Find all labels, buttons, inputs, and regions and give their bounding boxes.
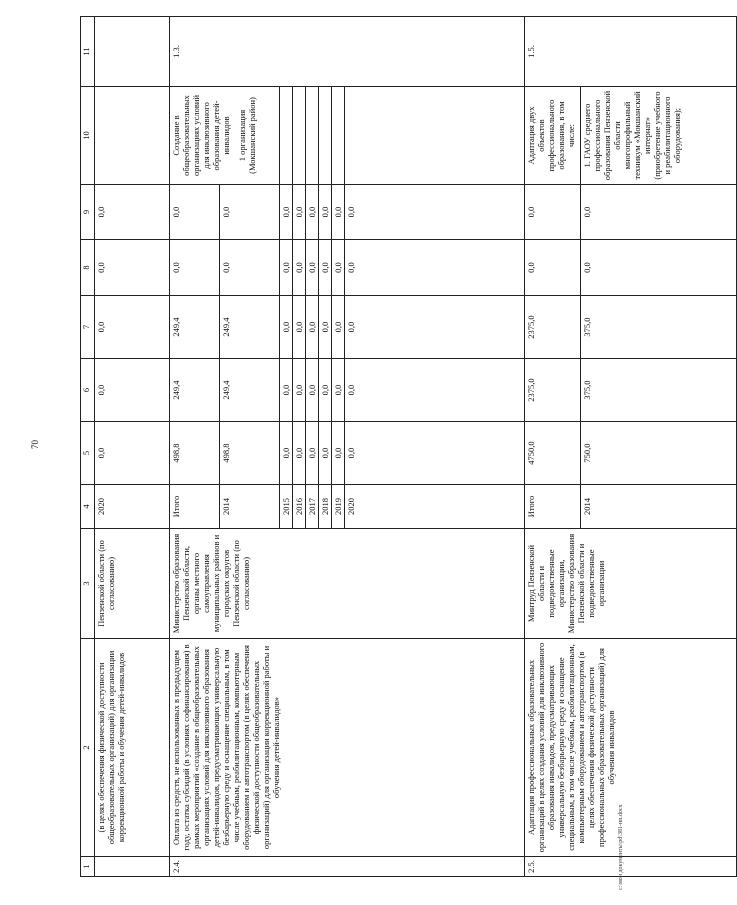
value-col9: 0,0 xyxy=(345,185,525,240)
row-number: 2.5. xyxy=(525,857,737,877)
value-col6: 0,0 xyxy=(345,359,525,422)
value-col8: 0,0 xyxy=(306,240,319,296)
total-col5: 498,8 xyxy=(170,422,220,485)
value-col9: 0,0 xyxy=(220,185,280,240)
value-col6: 0,0 xyxy=(280,359,293,422)
value-col5: 750,0 xyxy=(581,422,737,485)
header-row xyxy=(81,17,95,877)
year: 2016 xyxy=(293,485,306,529)
value-col6: 0,0 xyxy=(319,359,332,422)
value-col5: 0,0 xyxy=(293,422,306,485)
col-header-3: 3 xyxy=(81,529,95,639)
value-col5: 0,0 xyxy=(306,422,319,485)
total-label: Итого xyxy=(170,485,220,529)
executor: Министерство образования Пензенской области, органы местного самоуправления муниципальных районов и городских округов Пензенской области (по согласованию) xyxy=(170,529,525,639)
col-header-1: 1 xyxy=(81,857,95,877)
value-col8: 0,0 xyxy=(345,240,525,296)
value-col6: 249,4 xyxy=(220,359,280,422)
value-col5: 498,8 xyxy=(220,422,280,485)
total-col5: 4750,0 xyxy=(525,422,581,485)
total-col6: 2375,0 xyxy=(525,359,581,422)
table-row xyxy=(525,17,581,877)
footer-file-path: c:\мои документы\pd\381-нп.docx xyxy=(618,804,624,890)
indicator xyxy=(95,87,170,185)
year: 2014 xyxy=(220,485,280,529)
measure-name: Адаптация профессиональных образовательных организаций в целях создания условий для инклюзивного образования инвалидов, предусматривающих универсальную безбарьерную среду и оснащение специальным, в том числе учебным, реабилитационным, компьютерным оборудованием и автотранспортом (в целях обеспечения физической доступности профессиональных образовательных организаций) для обучения инвалидов xyxy=(525,639,737,857)
col-header-6: 6 xyxy=(81,359,95,422)
table-row xyxy=(95,17,170,877)
value-col6: 375,0 xyxy=(581,359,737,422)
value-col8: 0,0 xyxy=(95,240,170,296)
value-col7: 0,0 xyxy=(345,296,525,359)
col-header-10: 10 xyxy=(81,87,95,185)
page-number: 70 xyxy=(30,440,40,449)
value-col8: 0,0 xyxy=(319,240,332,296)
value-col7: 375,0 xyxy=(581,296,737,359)
value-col6: 0,0 xyxy=(95,359,170,422)
value-col8: 0,0 xyxy=(220,240,280,296)
value-col7: 0,0 xyxy=(95,296,170,359)
value-col8: 0,0 xyxy=(581,240,737,296)
value-col7: 0,0 xyxy=(280,296,293,359)
value-col9: 0,0 xyxy=(319,185,332,240)
value-col6: 0,0 xyxy=(293,359,306,422)
executor: Пензенской области (по согласованию) xyxy=(95,529,170,639)
indicator-empty xyxy=(345,87,525,185)
total-col8: 0,0 xyxy=(170,240,220,296)
year: 2019 xyxy=(332,485,345,529)
value-col8: 0,0 xyxy=(332,240,345,296)
value-col7: 0,0 xyxy=(319,296,332,359)
value-col5: 0,0 xyxy=(280,422,293,485)
value-col5: 0,0 xyxy=(95,422,170,485)
row-number: 2.4. xyxy=(170,857,525,877)
year: 2018 xyxy=(319,485,332,529)
value-col5: 0,0 xyxy=(319,422,332,485)
year: 2017 xyxy=(306,485,319,529)
year: 2020 xyxy=(95,485,170,529)
value-col6: 0,0 xyxy=(332,359,345,422)
indicator-value: 1 организация (Мокшанский район) xyxy=(237,97,257,174)
value-col7: 0,0 xyxy=(306,296,319,359)
col-header-4: 4 xyxy=(81,485,95,529)
indicator-empty xyxy=(319,87,332,185)
value-col9: 0,0 xyxy=(332,185,345,240)
indicator xyxy=(170,87,280,185)
value-col5: 0,0 xyxy=(345,422,525,485)
value-col9: 0,0 xyxy=(95,185,170,240)
value-col5: 0,0 xyxy=(332,422,345,485)
link: 1.5. xyxy=(525,17,737,87)
value-col6: 0,0 xyxy=(306,359,319,422)
value-col9: 0,0 xyxy=(293,185,306,240)
col-header-5: 5 xyxy=(81,422,95,485)
indicator-detail: 1. ГАОУ среднего профессионального образования Пензенской области многопрофильный техникум «Мокшанский интернат» (приобретение учебного и реабилитационного оборудования); xyxy=(581,87,737,185)
indicator-empty xyxy=(280,87,293,185)
value-col9: 0,0 xyxy=(306,185,319,240)
indicator-empty xyxy=(332,87,345,185)
indicator-empty xyxy=(306,87,319,185)
total-col7: 249,4 xyxy=(170,296,220,359)
program-table xyxy=(80,16,737,877)
value-col9: 0,0 xyxy=(581,185,737,240)
col-header-7: 7 xyxy=(81,296,95,359)
total-col7: 2375,0 xyxy=(525,296,581,359)
total-label: Итого xyxy=(525,485,581,529)
executor-total: Минтруд Пензенской области и подведомственные организации, xyxy=(526,544,566,623)
year: 2014 xyxy=(581,485,737,529)
year: 2020 xyxy=(345,485,525,529)
total-col9: 0,0 xyxy=(525,185,581,240)
value-col8: 0,0 xyxy=(280,240,293,296)
col-header-8: 8 xyxy=(81,240,95,296)
table-row xyxy=(170,17,220,877)
col-header-11: 11 xyxy=(81,17,95,87)
total-col8: 0,0 xyxy=(525,240,581,296)
value-col7: 0,0 xyxy=(293,296,306,359)
value-col9: 0,0 xyxy=(280,185,293,240)
executor-2014: Министерство образования Пензенской области и подведомственные организации xyxy=(566,533,606,634)
col-header-2: 2 xyxy=(81,639,95,857)
value-col8: 0,0 xyxy=(293,240,306,296)
indicator: Адаптация двух объектов профессионального образования, в том числе: xyxy=(525,87,581,185)
executor xyxy=(525,529,737,639)
total-col9: 0,0 xyxy=(170,185,220,240)
measure-name: (в целях обеспечения физической доступности общеобразовательных организаций) для организации коррекционной работы и обучения детей-инвалидов xyxy=(95,639,170,857)
total-col6: 249,4 xyxy=(170,359,220,422)
indicator-text: Создание в общеобразовательных организациях условий для инклюзивного образования детей-инвалидов xyxy=(171,95,231,176)
col-header-9: 9 xyxy=(81,185,95,240)
indicator-empty xyxy=(293,87,306,185)
link xyxy=(95,17,170,87)
value-col7: 249,4 xyxy=(220,296,280,359)
measure-name: Оплата из средств, не использованных в предыдущем году, остатка субсидий (в условиях софинансирования) в рамках мероприятий «создание в общеобразовательных организациях условий для инклюзивного образования детей-инвалидов, предусматривающих универсальную безбарьерную среду и оснащение специальным, в том числе учебным, реабилитационным, компьютерным оборудованием и автотранспортом (в целях обеспечения физической доступности общеобразовательных организаций) для организации коррекционной работы и обучения детей-инвалидов» xyxy=(170,639,525,857)
row-number xyxy=(95,857,170,877)
year: 2015 xyxy=(280,485,293,529)
value-col7: 0,0 xyxy=(332,296,345,359)
link: 1.3. xyxy=(170,17,525,87)
